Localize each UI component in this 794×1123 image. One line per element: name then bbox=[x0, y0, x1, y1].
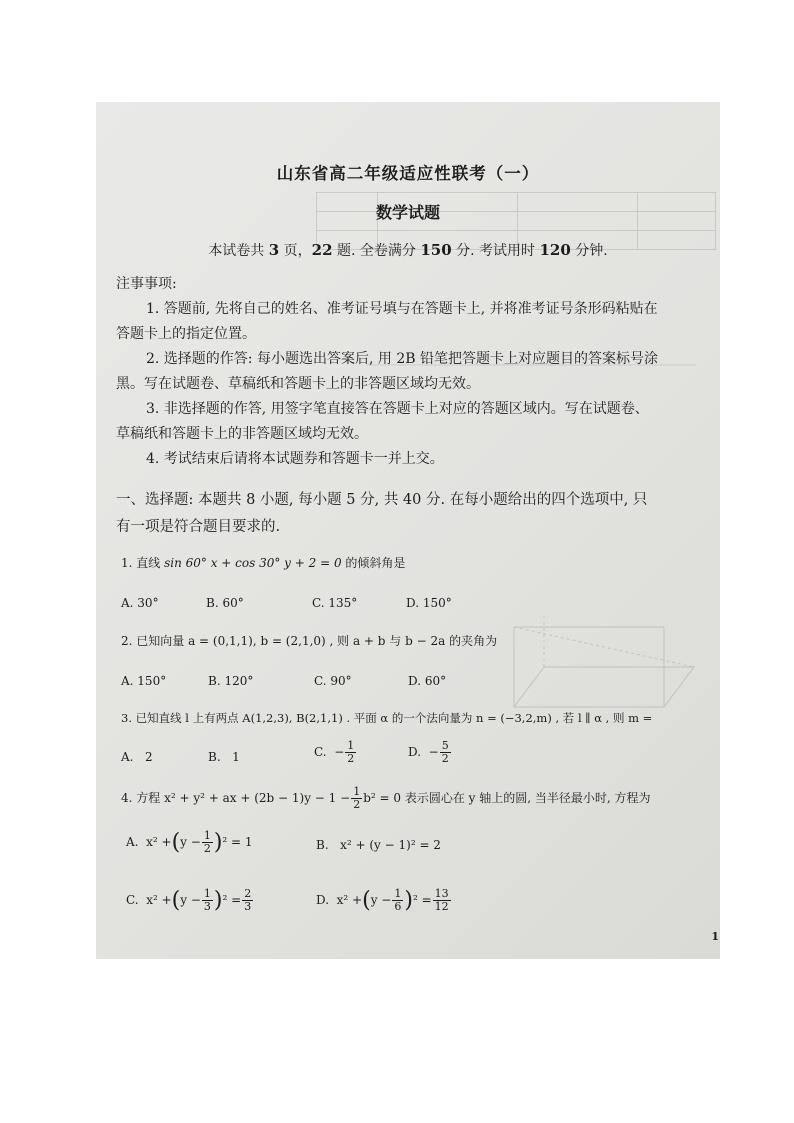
notice-item-1: 1. 答题前, 先将自己的姓名、准考证号填与在答题卡上, 并将准考证号条形码粘贴在 bbox=[146, 301, 658, 317]
notice-heading: 注事事项: bbox=[116, 276, 177, 292]
q4-option-d: D. x² +(y − $\frac{1}{6}$ )² = $\frac{13}{12}$ bbox=[316, 887, 449, 913]
q1-option-b: B. 60° bbox=[206, 596, 244, 610]
q1-option-a: A. 30° bbox=[121, 596, 159, 610]
q1-option-c: C. 135° bbox=[312, 596, 358, 610]
notice-item-2-cont: 黑。写在试题卷、草稿纸和答题卡上的非答题区域均无效。 bbox=[116, 376, 480, 392]
q2-option-c: C. 90° bbox=[314, 674, 352, 688]
notice-item-1-cont: 答题卡上的指定位置。 bbox=[116, 326, 256, 342]
q3-option-c: C. − $\frac{1}{2}$ bbox=[314, 739, 355, 765]
notice-item-4: 4. 考试结束后请将本试题券和答题卡一并上交。 bbox=[146, 451, 444, 467]
page-number: 1 bbox=[711, 930, 719, 943]
q3-option-b: B. 1 bbox=[208, 750, 240, 764]
exam-title: 山东省高二年级适应性联考（一） bbox=[276, 164, 540, 183]
section-heading: 一、选择题: 本题共 8 小题, 每小题 5 分, 共 40 分. 在每小题给出的四个选项中, 只 bbox=[116, 492, 648, 508]
q4-option-a: A. x² +(y − $\frac{1}{2}$ )² = 1 bbox=[126, 829, 253, 855]
q2-option-d: D. 60° bbox=[408, 674, 447, 688]
notice-item-3: 3. 非选择题的作答, 用签字笔直接答在答题卡上对应的答题区域内。写在试题卷、 bbox=[146, 401, 649, 417]
q4-option-b: B. x² + (y − 1)² = 2 bbox=[316, 838, 441, 852]
q3-option-a: A. 2 bbox=[121, 750, 153, 764]
notice-item-3-cont: 草稿纸和答题卡上的非答题区域均无效。 bbox=[116, 426, 368, 442]
exam-info: 本试卷共 3 页，22 题. 全卷满分 150 分. 考试用时 120 分钟. bbox=[208, 241, 608, 259]
bleed-through-figure bbox=[504, 607, 704, 747]
section-heading-cont: 有一项是符合题目要求的. bbox=[116, 519, 281, 535]
q1-option-d: D. 150° bbox=[406, 596, 452, 610]
question-2: 2. 已知向量 a = (0,1,1), b = (2,1,0) , 则 a + b 与 b − 2a 的夹角为 bbox=[121, 634, 498, 648]
notice-item-2: 2. 选择题的作答: 每小题选出答案后, 用 2B 铅笔把答题卡上对应题目的答案标号涂 bbox=[146, 351, 658, 367]
exam-subject: 数学试题 bbox=[375, 203, 440, 222]
question-4: 4. 方程 x² + y² + ax + (2b − 1)y − 1 − $\frac{1}{2}$ b² = 0 表示圆心在 y 轴上的圆, 当半径最小时, 方程为 bbox=[121, 785, 651, 811]
question-3: 3. 已知直线 l 上有两点 A(1,2,3), B(2,1,1) . 平面 α 的一个法向量为 n = (−3,2,m) , 若 l ∥ α , 则 m = bbox=[121, 711, 653, 725]
q3-option-d: D. − $\frac{5}{2}$ bbox=[408, 739, 449, 765]
q4-option-c: C. x² +(y − $\frac{1}{3}$ )² = $\frac{2}{3}$ bbox=[126, 887, 252, 913]
q2-option-a: A. 150° bbox=[121, 674, 167, 688]
exam-paper-photo bbox=[96, 102, 720, 959]
question-1: 1. 直线 sin 60° x + cos 30° y + 2 = 0 的倾斜角是 bbox=[121, 556, 406, 570]
q2-option-b: B. 120° bbox=[208, 674, 254, 688]
